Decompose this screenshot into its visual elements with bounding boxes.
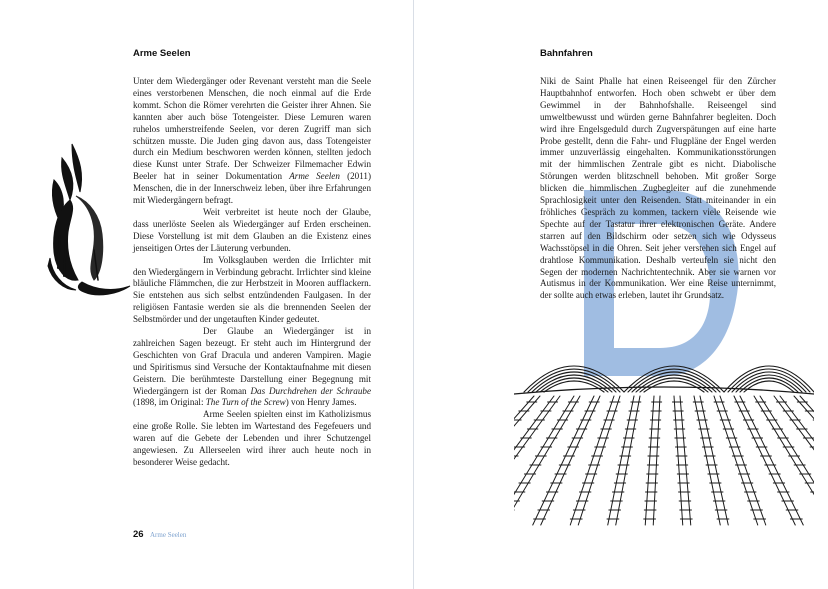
rail-line — [616, 396, 640, 525]
page-heading: Arme Seelen — [133, 48, 191, 59]
rail-line — [754, 396, 814, 525]
text-run: (2011) Menschen, die in der Innerschweiz leben, über ihre Erfahrungen mit Wiedergängern befragt. — [133, 171, 371, 206]
rail-line — [514, 396, 560, 525]
rail-line — [645, 396, 654, 525]
rail-line — [800, 396, 814, 525]
rail-line — [514, 396, 534, 525]
page-number: 26 — [133, 529, 144, 540]
paragraph — [133, 326, 371, 409]
rail-line — [541, 396, 600, 525]
running-title: Arme Seelen — [150, 531, 187, 539]
rail-line — [780, 396, 814, 525]
rail-line — [570, 396, 614, 525]
rail-line — [794, 396, 814, 525]
right-page — [414, 0, 828, 589]
paragraph — [133, 255, 371, 326]
italic-title: The Turn of the Screw — [205, 397, 286, 408]
ghost-brush-drawing — [32, 140, 134, 305]
text-run: Im Volksglauben werden die Irrlichter mit den Wiedergängern in Verbindung gebracht. Irrlichter sind kleine bläuliche Flämmchen, die zur Herbstzeit in Mooren aufflackern. Sie entstehen aus sich selbst entzündenden Faulgasen. In der religiösen Fantasie werden sie als die brennenden Seelen der Selbstmörder und der ungetauften Kinder gedeutet. — [133, 254, 371, 325]
rail-line — [653, 396, 660, 525]
text-run: Arme Seelen spielten einst im Katholizismus eine große Rolle. Sie lebten im Wartestand des Fegefeuers und waren auf die Gebete der Lebenden und ihrer Schutzengel angewiesen. Zu Allerseelen wird ihrer auch heute noch in besonderer Weise gedacht. — [133, 409, 371, 467]
paragraph — [133, 409, 371, 469]
paragraph — [133, 76, 371, 207]
rail-line — [714, 396, 758, 525]
rail-line — [514, 396, 554, 525]
rail-line — [694, 396, 720, 525]
left-page — [0, 0, 413, 589]
italic-title: Arme Seelen — [289, 171, 340, 182]
hall-arch — [640, 378, 708, 392]
text-run: Der Glaube an Wiedergänger ist in zahlreichen Sagen bezeugt. Er steht auch im Hintergrund der Geschichten von Graf Dracula und anderen Vampiren. Magie und Spiritismus sind Versuche der Kontaktaufnahme mit diesen Geistern. Die berühmteste Darstellung einer Begegnung mit Wiedergängern ist der Roman — [133, 326, 371, 396]
text-run: ) von Henry James. — [285, 397, 357, 408]
rail-line — [514, 396, 540, 525]
platform-line — [514, 387, 814, 394]
article-body — [133, 76, 371, 469]
text-run: Unter dem Wiedergänger oder Revenant versteht man die Seele eines verstorbenen Menschen, die noch einmal auf die Erde kommt. Schon die Römer verehrten die Geister ihrer Ahnen. Sie kannten aber auch böse Totengeister. Diese Lemuren waren ruhelos umherstreifende Seelen, vor deren Zugriff man sich schützen musste. Die Juden ging davon aus, dass Totengeister durch ein Medium beschworen werden können, stellten jedoch diese Kunst unter Strafe. Der Schweizer Filmemacher Edwin Beeler hat in seiner Dokumentation — [133, 76, 371, 182]
article-body — [540, 76, 776, 302]
paragraph — [540, 76, 776, 302]
rail-line — [700, 396, 728, 525]
italic-title: Das Durchdrehen der Schraube — [250, 385, 371, 396]
rail-line — [608, 396, 634, 525]
paragraph — [133, 207, 371, 255]
rail-line — [760, 396, 814, 525]
text-run: (1898, im Original: — [133, 397, 206, 408]
text-run: Niki de Saint Phalle hat einen Reiseengel für den Zürcher Hauptbahnhof entworfen. Hoch oben schwebt er über dem Gewimmel in der Bahnhofshalle. Reiseengel sind umweltbewusst und würden gerne Bahnfahrer begleiten. Doch wird ihre Engelsgeduld durch Zugverspätungen auf eine harte Probe gestellt, denn die Fahr- und Flugpläne der Engel werden immer unzuverlässig eingehalten. Kommunikationsstörungen mit der himmlischen Zentrale gibt es nicht. Diabolische Störungen werden blitzschnell behoben. Mit großer Sorge blicken die himmlischen Zugbegleiter auf die zunehmende Sprachlosigkeit unter den Reisenden. Statt miteinander in ein fröhliches Gespräch zu kommen, tackern viele Reisende wie Spechte auf der Tastatur ihrer elektronischen Geräte. Andere starren auf den Bildschirm oder setzen sich wie Odysseus Wachsstöpsel in die Ohren. Seit jeher verstehen sich Engel auf drahtlose Kommunikation. Deshalb verteufeln sie nicht den Segen der modernen Nachrichtentechnik. Aber sie warnen vor Autismus in der Kommunikation. Wer eine Reise unternimmt, der sollte auch etwas erleben, lautet ihr Grundsatz. — [540, 76, 776, 301]
text-run: Weit verbreitet ist heute noch der Glaube, dass unerlöste Seelen als Wiedergänger auf Erden erscheinen. Diese Vorstellung ist mit dem Glauben an die Existenz eines jenseitigen Ortes der Läuterung verbunden. — [133, 206, 371, 253]
page-heading: Bahnfahren — [540, 48, 593, 59]
